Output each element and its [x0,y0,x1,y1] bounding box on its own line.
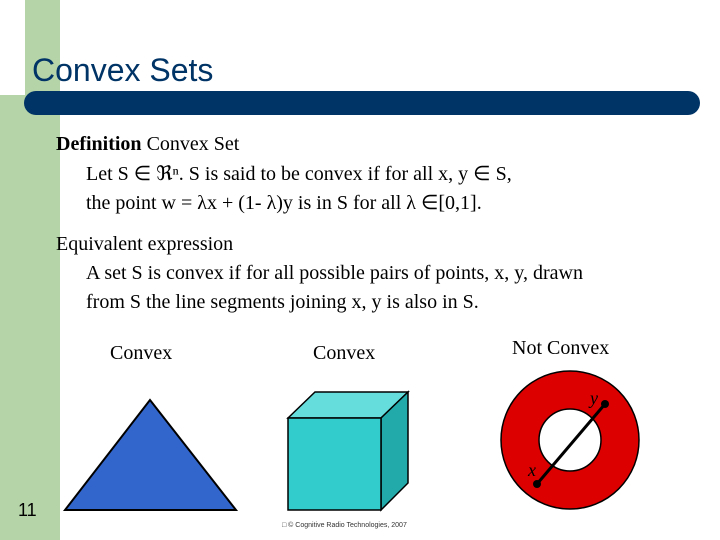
point-x-label: x [528,460,536,480]
definition-line-2: the point w = λx + (1- λ)y is in S for all λ ∈[0,1]. [86,192,482,214]
caption-triangle: Convex [110,342,173,364]
cube-front-face [288,418,381,510]
caption-ring: Not Convex [512,337,610,359]
point-y-dot [601,400,609,408]
definition-heading: Definition [56,133,142,155]
definition-line-1: Let S ∈ ℜⁿ. S is said to be convex if for all x, y ∈ S, [86,163,512,185]
copyright-footer: □ © Cognitive Radio Technologies, 2007 [282,522,407,529]
point-x-dot [533,480,541,488]
convex-triangle [65,400,236,510]
equivalent-heading: Equivalent expression [56,233,234,255]
equivalent-line-2: from S the line segments joining x, y is also in S. [86,291,479,313]
equivalent-line-1: A set S is convex if for all possible pairs of points, x, y, drawn [86,262,583,284]
caption-cube: Convex [313,342,376,364]
slide-title: Convex Sets [32,52,214,88]
point-y-label: y [590,388,598,408]
page-number: 11 [18,500,37,520]
definition-heading-rest: Convex Set [146,133,240,155]
